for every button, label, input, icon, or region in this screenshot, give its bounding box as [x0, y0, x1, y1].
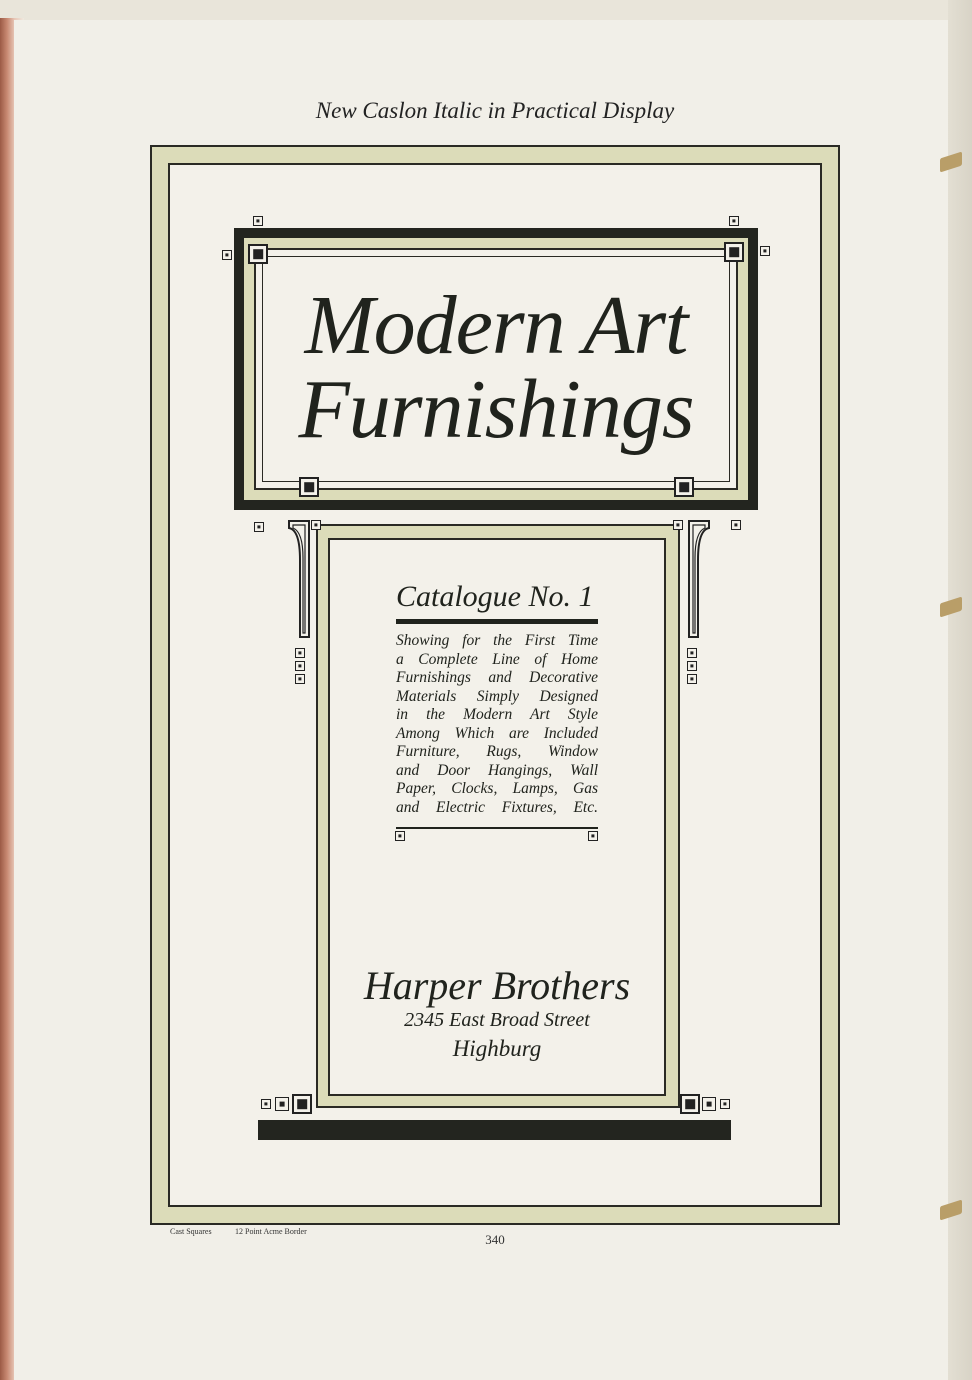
company-city: Highburg: [452, 1036, 542, 1061]
ornament-square: [254, 522, 264, 532]
ornament-square: [395, 831, 405, 841]
ornament-square: [295, 661, 305, 671]
ornament-square: [731, 520, 741, 530]
description-line: Materials Simply Designed: [396, 687, 598, 705]
ornament-square: [222, 250, 232, 260]
ornament-square: [680, 1094, 700, 1114]
footnote-left: Cast Squares: [170, 1227, 212, 1236]
page-binding-shade: [948, 0, 972, 1380]
bottom-rule-bar: [258, 1120, 731, 1140]
ornament-square: [299, 477, 319, 497]
ornament-square: [295, 674, 305, 684]
catalogue-rule: [396, 619, 598, 624]
ornament-square: [729, 216, 739, 226]
ornament-square: [261, 1099, 271, 1109]
right-bracket: [688, 520, 710, 638]
description-line: Furnishings and Decorative: [396, 669, 598, 686]
ornament-square: [760, 246, 770, 256]
ornament-square: [720, 1099, 730, 1109]
ornament-square: [702, 1097, 716, 1111]
catalogue-thin-rule: [396, 827, 598, 829]
ornament-square: [295, 648, 305, 658]
title-line-2: Furnishings: [298, 363, 694, 456]
ornament-square: [588, 831, 598, 841]
description-line: Among Which are Included: [396, 724, 598, 742]
ornament-square: [724, 242, 744, 262]
footnote-right: 12 Point Acme Border: [235, 1227, 307, 1236]
catalogue-title: Catalogue No. 1: [396, 580, 594, 613]
description-line: in the Modern Art Style: [396, 706, 598, 723]
description-line: Paper, Clocks, Lamps, Gas: [396, 780, 598, 797]
ornament-square: [275, 1097, 289, 1111]
description-line: a Complete Line of Home: [396, 650, 598, 668]
ornament-square: [248, 244, 268, 264]
ornament-square: [253, 216, 263, 226]
description-line: and Door Hangings, Wall: [396, 761, 598, 779]
page-number: 340: [485, 1232, 505, 1247]
title-line-1: Modern Art: [304, 279, 688, 372]
ornament-square: [687, 648, 697, 658]
page-heading: New Caslon Italic in Practical Display: [315, 98, 675, 123]
catalogue-description: [396, 632, 598, 817]
ornament-square: [673, 520, 683, 530]
description-line: and Electric Fixtures, Etc.: [396, 798, 598, 816]
company-name: Harper Brothers: [363, 963, 631, 1008]
ornament-square: [311, 520, 321, 530]
description-line: Furniture, Rugs, Window: [396, 743, 598, 760]
ornament-square: [292, 1094, 312, 1114]
company-address: 2345 East Broad Street: [404, 1009, 590, 1031]
left-bracket: [288, 520, 310, 638]
ornament-square: [674, 477, 694, 497]
description-line: Showing for the First Time: [396, 632, 598, 649]
ornament-square: [687, 674, 697, 684]
ornament-square: [687, 661, 697, 671]
